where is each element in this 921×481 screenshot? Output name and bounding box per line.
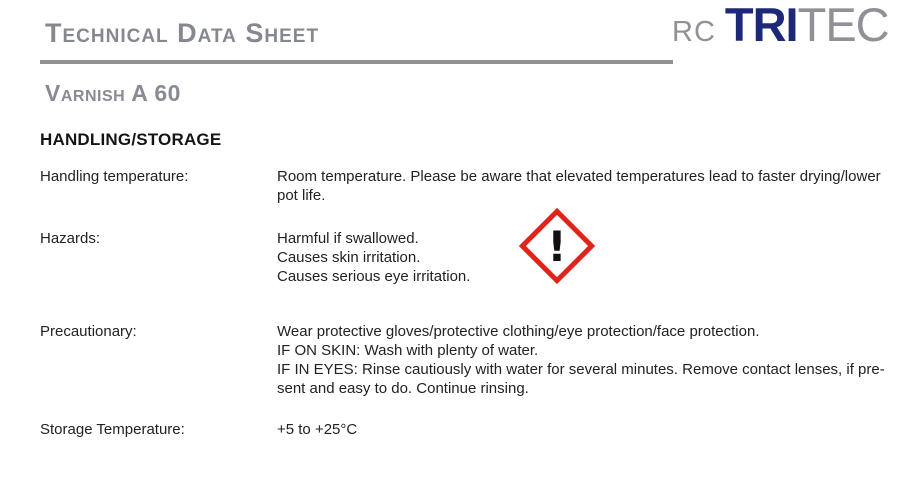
value-line: sent and easy to do. Continue rinsing.: [277, 380, 529, 397]
row-label: Hazards:: [40, 230, 101, 247]
row-value: [277, 420, 900, 439]
row-label: Precautionary:: [40, 323, 137, 340]
row-label: Handling temperature:: [40, 168, 189, 185]
table-row-precautionary: [40, 322, 900, 398]
ghs07-exclamation-mark-icon: [523, 212, 591, 280]
value-line: IF ON SKIN: Wash with plenty of water.: [277, 342, 539, 359]
value-line: Wear protective gloves/protective clothing/eye protection/face protection.: [277, 323, 760, 340]
row-label: Storage Temperature:: [40, 421, 185, 438]
logo-prefix: RC: [672, 16, 716, 48]
logo-suffix: TEC: [797, 0, 889, 51]
document-title: Technical Data Sheet: [45, 18, 320, 48]
table-row-hazards: [40, 229, 900, 286]
row-value: [277, 322, 900, 398]
exclamation-glyph: !: [547, 221, 567, 271]
value-line: IF IN EYES: Rinse cautiously with water for several minutes. Remove contact lenses, if pre-: [277, 361, 885, 378]
value-line: Causes skin irritation.: [277, 249, 421, 266]
header-divider: [40, 60, 673, 64]
value-line: Causes serious eye irritation.: [277, 268, 471, 285]
table-row-storage-temperature: [40, 420, 900, 439]
section-heading: HANDLING/STORAGE: [40, 130, 222, 149]
table-row-handling-temperature: [40, 167, 900, 205]
row-value: [277, 167, 900, 205]
logo-emphasis: TRI: [724, 0, 798, 51]
handling-storage-table: [40, 167, 900, 439]
value-line: +5 to +25°C: [277, 421, 358, 438]
value-line: Harmful if swallowed.: [277, 230, 419, 247]
value-line: Room temperature. Please be aware that elevated temperatures lead to faster drying/lower: [277, 168, 881, 185]
company-logo: [672, 0, 889, 51]
value-line: pot life.: [277, 187, 326, 204]
product-title: Varnish A 60: [45, 80, 181, 106]
